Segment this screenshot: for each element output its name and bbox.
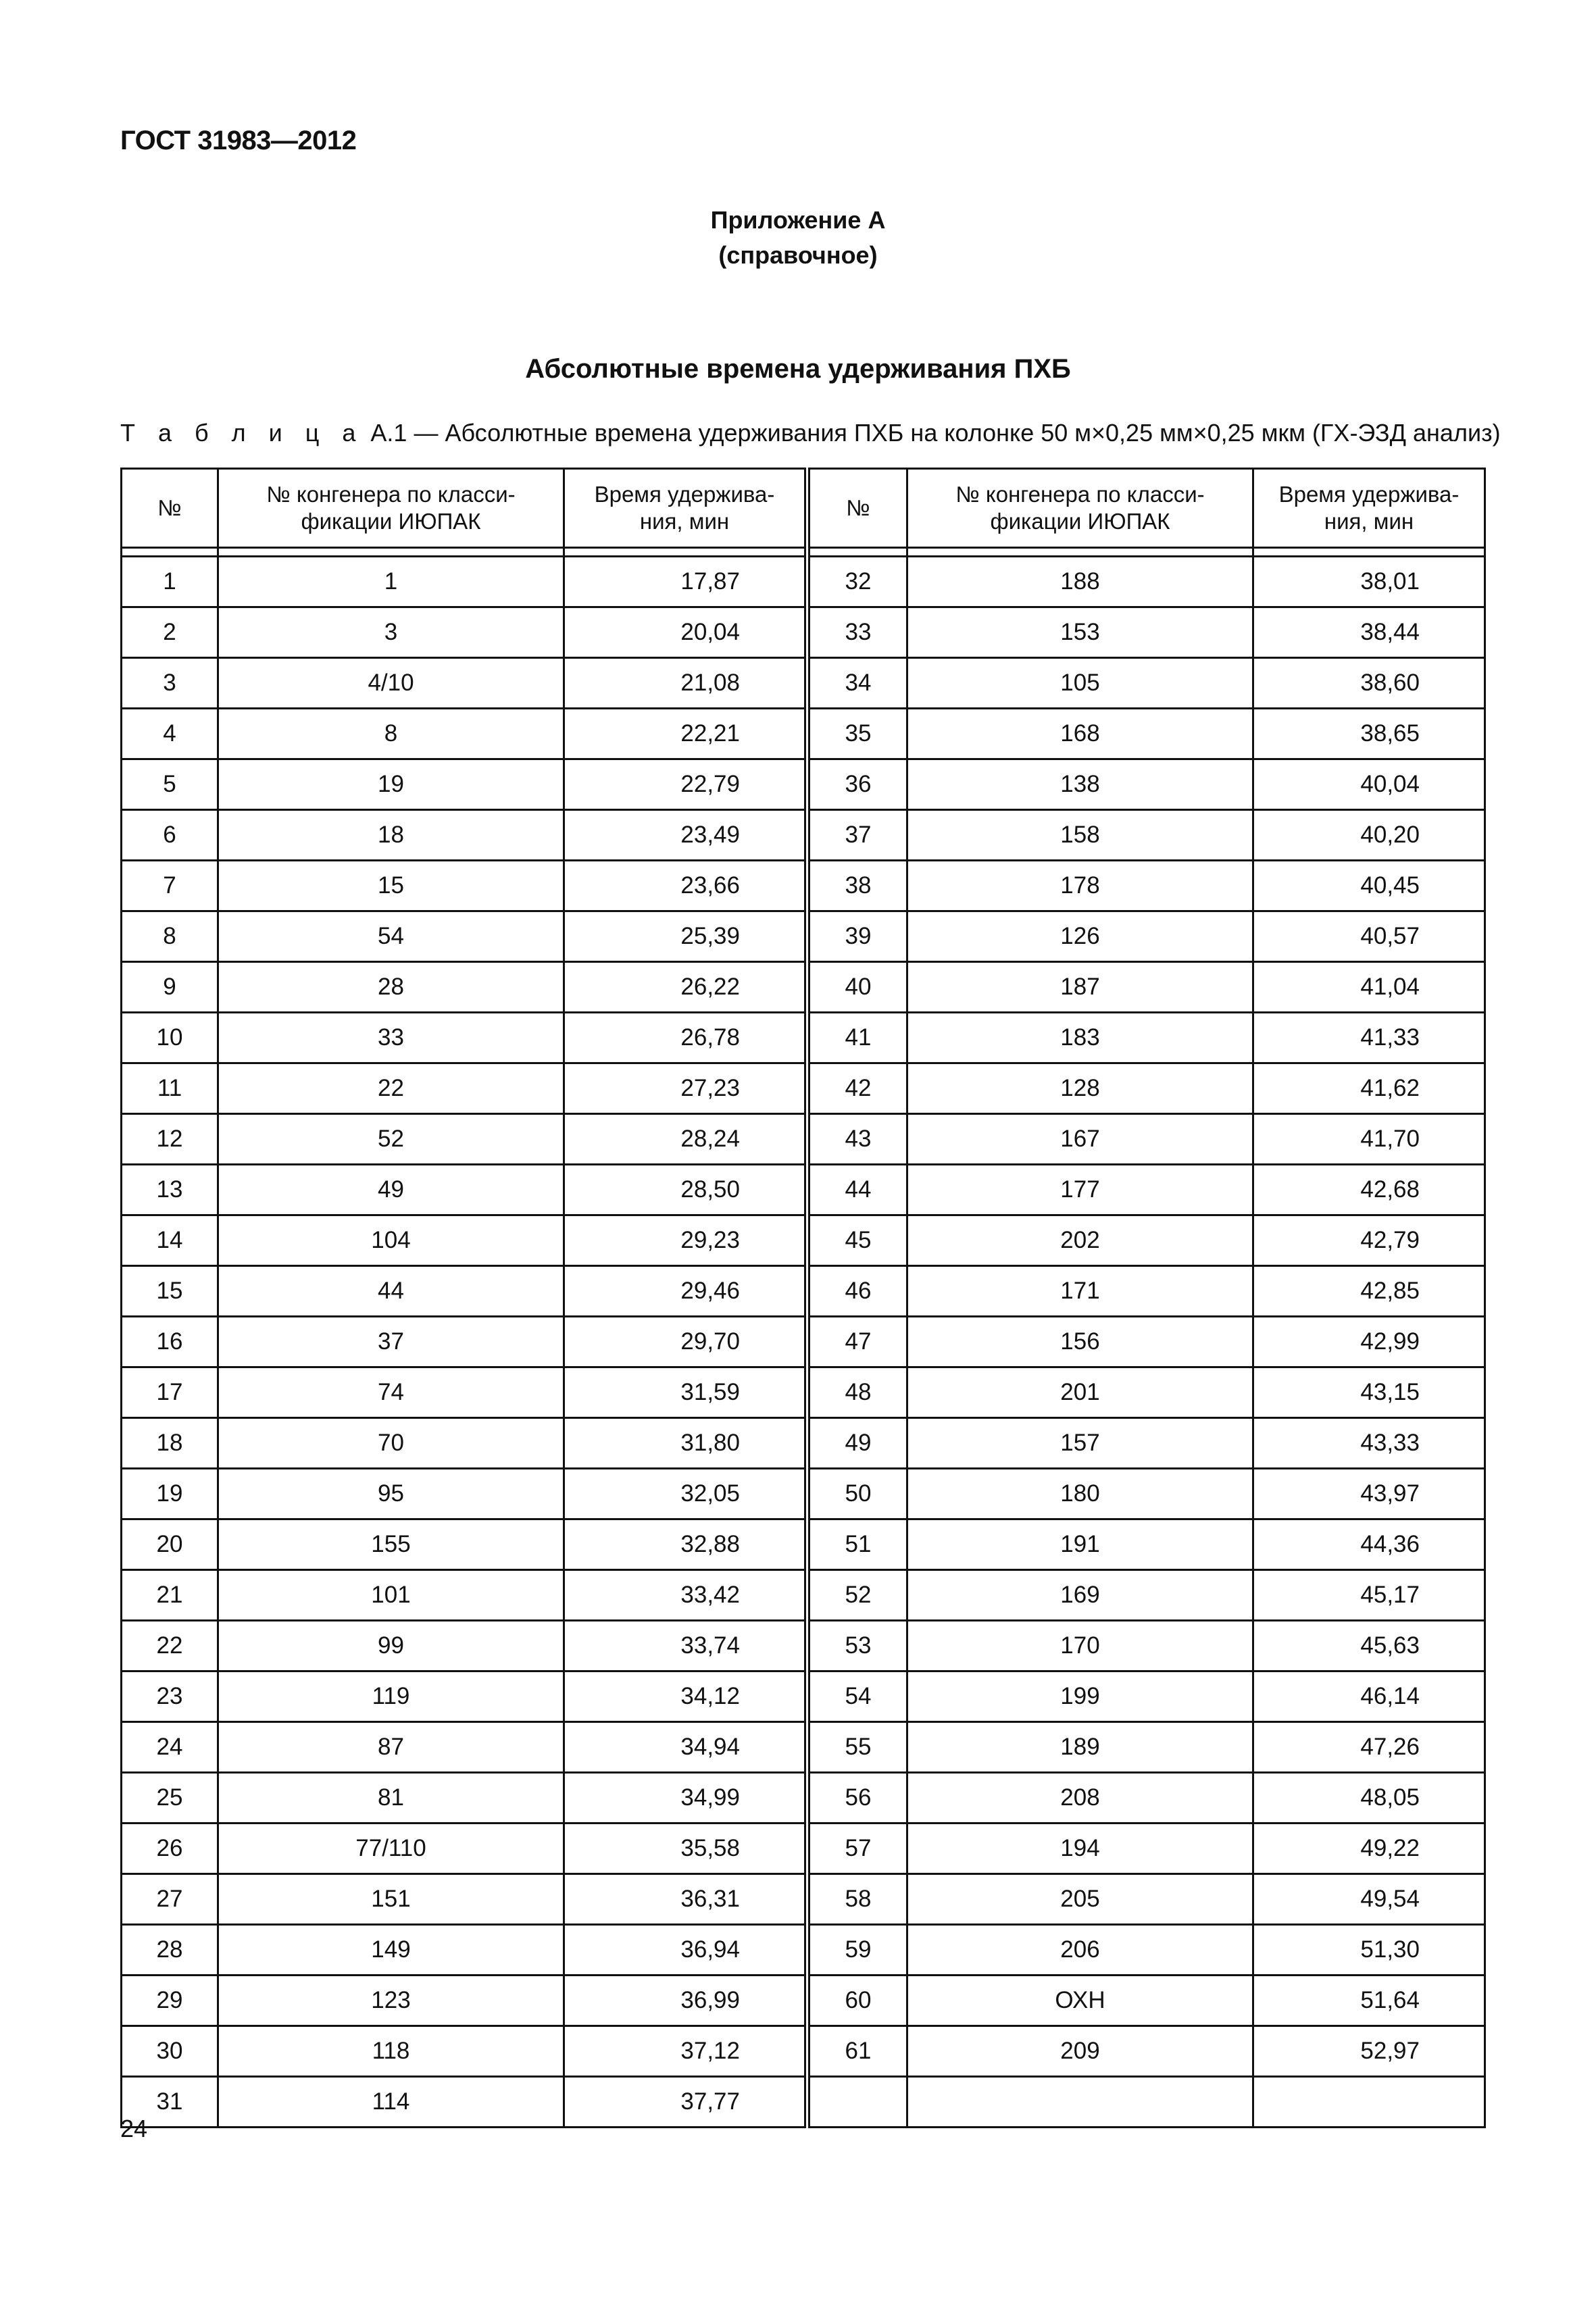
table-row (122, 1519, 1485, 1570)
table-row (122, 1976, 1485, 2026)
cell-congener-right: 157 (907, 1418, 1253, 1469)
retention-table-container (120, 468, 1484, 2128)
cell-congener-left: 19 (218, 759, 564, 810)
cell-number-right: 61 (807, 2026, 907, 2077)
table-row (122, 1925, 1485, 1976)
header-congener-line2: фикации ИЮПАК (990, 509, 1170, 534)
cell-congener-right: 178 (907, 861, 1253, 911)
cell-number-right: 51 (807, 1519, 907, 1570)
cell-time-right: 42,85 (1253, 1266, 1485, 1317)
cell-number-right: 49 (807, 1418, 907, 1469)
cell-congener-left: 119 (218, 1671, 564, 1722)
header-congener-left (218, 469, 564, 548)
cell-congener-right: 199 (907, 1671, 1253, 1722)
cell-number-right: 39 (807, 911, 907, 962)
cell-number-right: 60 (807, 1976, 907, 2026)
cell-time-right: 47,26 (1253, 1722, 1485, 1773)
table-row (122, 557, 1485, 607)
table-row (122, 1671, 1485, 1722)
cell-number-left: 4 (122, 709, 218, 759)
cell-number-right: 38 (807, 861, 907, 911)
cell-congener-right: 206 (907, 1925, 1253, 1976)
cell-congener-right: 168 (907, 709, 1253, 759)
table-row (122, 1773, 1485, 1823)
cell-congener-right: 188 (907, 557, 1253, 607)
cell-time-right: 51,64 (1253, 1976, 1485, 2026)
cell-number-right: 44 (807, 1165, 907, 1215)
cell-time-right: 42,99 (1253, 1317, 1485, 1367)
cell-congener-left: 37 (218, 1317, 564, 1367)
cell-time-right: 44,36 (1253, 1519, 1485, 1570)
cell-number-right: 56 (807, 1773, 907, 1823)
cell-congener-right: 201 (907, 1367, 1253, 1418)
cell-number-left: 25 (122, 1773, 218, 1823)
header-separator-cell (564, 548, 807, 557)
cell-number-right: 36 (807, 759, 907, 810)
table-row (122, 810, 1485, 861)
cell-time-right: 51,30 (1253, 1925, 1485, 1976)
cell-time-left: 34,99 (564, 1773, 807, 1823)
cell-time-right: 43,15 (1253, 1367, 1485, 1418)
cell-number-left: 14 (122, 1215, 218, 1266)
cell-congener-left: 74 (218, 1367, 564, 1418)
cell-number-left: 28 (122, 1925, 218, 1976)
retention-time-table (120, 468, 1486, 2128)
cell-number-right: 41 (807, 1013, 907, 1063)
cell-congener-left: 15 (218, 861, 564, 911)
cell-congener-right (907, 2077, 1253, 2128)
cell-number-left: 29 (122, 1976, 218, 2026)
cell-congener-left: 123 (218, 1976, 564, 2026)
header-congener-line1: № конгенера по класси- (266, 482, 516, 507)
table-row (122, 607, 1485, 658)
header-separator-row (122, 548, 1485, 557)
cell-congener-right: 180 (907, 1469, 1253, 1519)
cell-number-left: 24 (122, 1722, 218, 1773)
cell-number-left: 13 (122, 1165, 218, 1215)
cell-time-right: 38,60 (1253, 658, 1485, 709)
cell-time-left: 34,94 (564, 1722, 807, 1773)
cell-time-left: 26,78 (564, 1013, 807, 1063)
cell-time-left: 26,22 (564, 962, 807, 1013)
table-row (122, 1114, 1485, 1165)
cell-number-right: 53 (807, 1621, 907, 1671)
table-row (122, 658, 1485, 709)
table-row (122, 1063, 1485, 1114)
cell-number-right: 33 (807, 607, 907, 658)
header-congener-line2: фикации ИЮПАК (301, 509, 481, 534)
cell-time-right: 46,14 (1253, 1671, 1485, 1722)
cell-time-left: 29,23 (564, 1215, 807, 1266)
cell-time-right: 52,97 (1253, 2026, 1485, 2077)
cell-congener-left: 4/10 (218, 658, 564, 709)
cell-number-left: 30 (122, 2026, 218, 2077)
cell-time-left: 36,99 (564, 1976, 807, 2026)
cell-number-left: 8 (122, 911, 218, 962)
cell-congener-right: 209 (907, 2026, 1253, 2077)
cell-time-right: 42,68 (1253, 1165, 1485, 1215)
cell-time-right: 41,04 (1253, 962, 1485, 1013)
table-row (122, 1874, 1485, 1925)
cell-congener-left: 44 (218, 1266, 564, 1317)
table-row (122, 1013, 1485, 1063)
cell-time-right: 40,57 (1253, 911, 1485, 962)
table-row (122, 1317, 1485, 1367)
cell-time-right: 40,20 (1253, 810, 1485, 861)
table-row (122, 861, 1485, 911)
cell-time-left: 37,77 (564, 2077, 807, 2128)
cell-number-left: 2 (122, 607, 218, 658)
cell-number-right: 35 (807, 709, 907, 759)
cell-time-right: 38,65 (1253, 709, 1485, 759)
cell-time-right (1253, 2077, 1485, 2128)
cell-time-left: 23,66 (564, 861, 807, 911)
table-row (122, 1570, 1485, 1621)
header-separator-cell (218, 548, 564, 557)
appendix-title: Приложение А (710, 206, 886, 234)
cell-number-right: 48 (807, 1367, 907, 1418)
table-caption (120, 419, 1501, 447)
cell-time-left: 32,88 (564, 1519, 807, 1570)
cell-number-left: 16 (122, 1317, 218, 1367)
table-row (122, 962, 1485, 1013)
cell-number-right: 34 (807, 658, 907, 709)
cell-number-right: 47 (807, 1317, 907, 1367)
cell-time-left: 32,05 (564, 1469, 807, 1519)
cell-time-right: 43,33 (1253, 1418, 1485, 1469)
cell-congener-right: 153 (907, 607, 1253, 658)
cell-time-left: 25,39 (564, 911, 807, 962)
cell-congener-left: 18 (218, 810, 564, 861)
cell-number-left: 19 (122, 1469, 218, 1519)
table-row (122, 1165, 1485, 1215)
cell-time-left: 29,70 (564, 1317, 807, 1367)
cell-congener-right: 138 (907, 759, 1253, 810)
cell-number-left: 9 (122, 962, 218, 1013)
cell-number-left: 31 (122, 2077, 218, 2128)
table-row (122, 2077, 1485, 2128)
cell-time-left: 35,58 (564, 1823, 807, 1874)
cell-time-right: 41,70 (1253, 1114, 1485, 1165)
cell-time-left: 20,04 (564, 607, 807, 658)
cell-congener-left: 54 (218, 911, 564, 962)
cell-number-left: 12 (122, 1114, 218, 1165)
header-time-left (564, 469, 807, 548)
cell-congener-left: 118 (218, 2026, 564, 2077)
table-row (122, 1418, 1485, 1469)
header-time-line1: Время удержива- (594, 482, 775, 507)
cell-time-right: 42,79 (1253, 1215, 1485, 1266)
header-time-line2: ния, мин (1324, 509, 1414, 534)
appendix-subtitle: (справочное) (718, 241, 878, 269)
cell-time-right: 40,45 (1253, 861, 1485, 911)
cell-congener-left: 8 (218, 709, 564, 759)
table-row (122, 759, 1485, 810)
cell-number-left: 6 (122, 810, 218, 861)
cell-number-left: 17 (122, 1367, 218, 1418)
cell-congener-left: 77/110 (218, 1823, 564, 1874)
cell-congener-left: 155 (218, 1519, 564, 1570)
cell-congener-right: 183 (907, 1013, 1253, 1063)
cell-congener-left: 114 (218, 2077, 564, 2128)
cell-time-right: 38,01 (1253, 557, 1485, 607)
table-body (122, 557, 1485, 2128)
cell-number-left: 18 (122, 1418, 218, 1469)
cell-number-right: 54 (807, 1671, 907, 1722)
cell-congener-right: 128 (907, 1063, 1253, 1114)
cell-number-right: 43 (807, 1114, 907, 1165)
cell-time-right: 41,33 (1253, 1013, 1485, 1063)
cell-number-left: 26 (122, 1823, 218, 1874)
cell-time-left: 36,31 (564, 1874, 807, 1925)
cell-number-right: 52 (807, 1570, 907, 1621)
cell-time-left: 31,59 (564, 1367, 807, 1418)
cell-time-left: 28,50 (564, 1165, 807, 1215)
cell-congener-right: 189 (907, 1722, 1253, 1773)
cell-time-right: 49,22 (1253, 1823, 1485, 1874)
header-separator-cell (1253, 548, 1485, 557)
cell-number-left: 7 (122, 861, 218, 911)
cell-congener-left: 28 (218, 962, 564, 1013)
cell-number-right: 58 (807, 1874, 907, 1925)
header-time-line1: Время удержива- (1278, 482, 1460, 507)
section-title: Абсолютные времена удерживания ПХБ (525, 354, 1071, 384)
cell-number-left: 23 (122, 1671, 218, 1722)
cell-number-right: 55 (807, 1722, 907, 1773)
cell-congener-left: 95 (218, 1469, 564, 1519)
cell-time-right: 45,17 (1253, 1570, 1485, 1621)
cell-time-right: 49,54 (1253, 1874, 1485, 1925)
cell-time-left: 36,94 (564, 1925, 807, 1976)
table-row (122, 1469, 1485, 1519)
cell-number-right: 45 (807, 1215, 907, 1266)
table-row (122, 1367, 1485, 1418)
cell-congener-right: 167 (907, 1114, 1253, 1165)
cell-congener-right: 158 (907, 810, 1253, 861)
cell-number-right: 40 (807, 962, 907, 1013)
header-separator-cell (807, 548, 907, 557)
cell-congener-left: 87 (218, 1722, 564, 1773)
cell-number-left: 1 (122, 557, 218, 607)
cell-number-left: 5 (122, 759, 218, 810)
header-congener-line1: № конгенера по класси- (955, 482, 1205, 507)
page-number: 24 (120, 2115, 148, 2142)
cell-congener-left: 81 (218, 1773, 564, 1823)
cell-congener-left: 99 (218, 1621, 564, 1671)
cell-number-right: 46 (807, 1266, 907, 1317)
header-congener-right (907, 469, 1253, 548)
cell-congener-left: 149 (218, 1925, 564, 1976)
cell-time-right: 45,63 (1253, 1621, 1485, 1671)
cell-number-left: 27 (122, 1874, 218, 1925)
cell-time-left: 23,49 (564, 810, 807, 861)
cell-congener-left: 52 (218, 1114, 564, 1165)
table-caption-text: А.1 — Абсолютные времена удерживания ПХБ на колонке 50 м×0,25 мм×0,25 мкм (ГХ-ЭЗД анализ) (370, 419, 1501, 447)
cell-congener-left: 151 (218, 1874, 564, 1925)
cell-number-left: 11 (122, 1063, 218, 1114)
header-separator-cell (907, 548, 1253, 557)
cell-congener-right: 202 (907, 1215, 1253, 1266)
cell-congener-right: 156 (907, 1317, 1253, 1367)
cell-number-right: 42 (807, 1063, 907, 1114)
table-row (122, 1823, 1485, 1874)
cell-number-right: 37 (807, 810, 907, 861)
cell-number-right: 32 (807, 557, 907, 607)
cell-congener-right: 187 (907, 962, 1253, 1013)
cell-number-right: 57 (807, 1823, 907, 1874)
cell-number-left: 22 (122, 1621, 218, 1671)
table-row (122, 1215, 1485, 1266)
cell-congener-left: 1 (218, 557, 564, 607)
cell-congener-left: 101 (218, 1570, 564, 1621)
cell-time-left: 37,12 (564, 2026, 807, 2077)
cell-congener-right: 205 (907, 1874, 1253, 1925)
cell-congener-right: 177 (907, 1165, 1253, 1215)
cell-congener-left: 104 (218, 1215, 564, 1266)
cell-congener-left: 3 (218, 607, 564, 658)
cell-time-left: 28,24 (564, 1114, 807, 1165)
cell-time-right: 41,62 (1253, 1063, 1485, 1114)
cell-time-left: 27,23 (564, 1063, 807, 1114)
cell-congener-left: 70 (218, 1418, 564, 1469)
table-row (122, 2026, 1485, 2077)
table-row (122, 911, 1485, 962)
table-row (122, 1266, 1485, 1317)
cell-time-right: 38,44 (1253, 607, 1485, 658)
cell-time-right: 48,05 (1253, 1773, 1485, 1823)
cell-congener-right: 170 (907, 1621, 1253, 1671)
cell-time-left: 33,74 (564, 1621, 807, 1671)
header-time-line2: ния, мин (639, 509, 730, 534)
table-caption-prefix: Т а б л и ц а (120, 419, 364, 447)
document-code: ГОСТ 31983—2012 (120, 126, 357, 155)
cell-time-left: 34,12 (564, 1671, 807, 1722)
cell-congener-right: 191 (907, 1519, 1253, 1570)
cell-time-left: 22,79 (564, 759, 807, 810)
cell-number-left: 20 (122, 1519, 218, 1570)
table-header-row (122, 469, 1485, 548)
cell-congener-right: 126 (907, 911, 1253, 962)
cell-congener-right: 194 (907, 1823, 1253, 1874)
cell-time-left: 22,21 (564, 709, 807, 759)
cell-congener-right: 105 (907, 658, 1253, 709)
cell-number-right: 50 (807, 1469, 907, 1519)
cell-time-left: 31,80 (564, 1418, 807, 1469)
header-number-right: № (807, 469, 907, 548)
cell-congener-right: 171 (907, 1266, 1253, 1317)
cell-congener-left: 33 (218, 1013, 564, 1063)
cell-time-right: 40,04 (1253, 759, 1485, 810)
table-row (122, 1722, 1485, 1773)
table-row (122, 709, 1485, 759)
cell-time-left: 33,42 (564, 1570, 807, 1621)
cell-time-right: 43,97 (1253, 1469, 1485, 1519)
cell-congener-left: 49 (218, 1165, 564, 1215)
header-separator-cell (122, 548, 218, 557)
cell-number-left: 15 (122, 1266, 218, 1317)
cell-number-left: 21 (122, 1570, 218, 1621)
cell-number-left: 3 (122, 658, 218, 709)
cell-congener-right: 208 (907, 1773, 1253, 1823)
cell-congener-right: ОХН (907, 1976, 1253, 2026)
cell-time-left: 29,46 (564, 1266, 807, 1317)
appendix-heading (0, 203, 1596, 273)
cell-congener-left: 22 (218, 1063, 564, 1114)
header-number-left: № (122, 469, 218, 548)
cell-time-left: 17,87 (564, 557, 807, 607)
cell-number-left: 10 (122, 1013, 218, 1063)
cell-congener-right: 169 (907, 1570, 1253, 1621)
header-time-right (1253, 469, 1485, 548)
cell-time-left: 21,08 (564, 658, 807, 709)
table-row (122, 1621, 1485, 1671)
cell-number-right: 59 (807, 1925, 907, 1976)
cell-number-right (807, 2077, 907, 2128)
